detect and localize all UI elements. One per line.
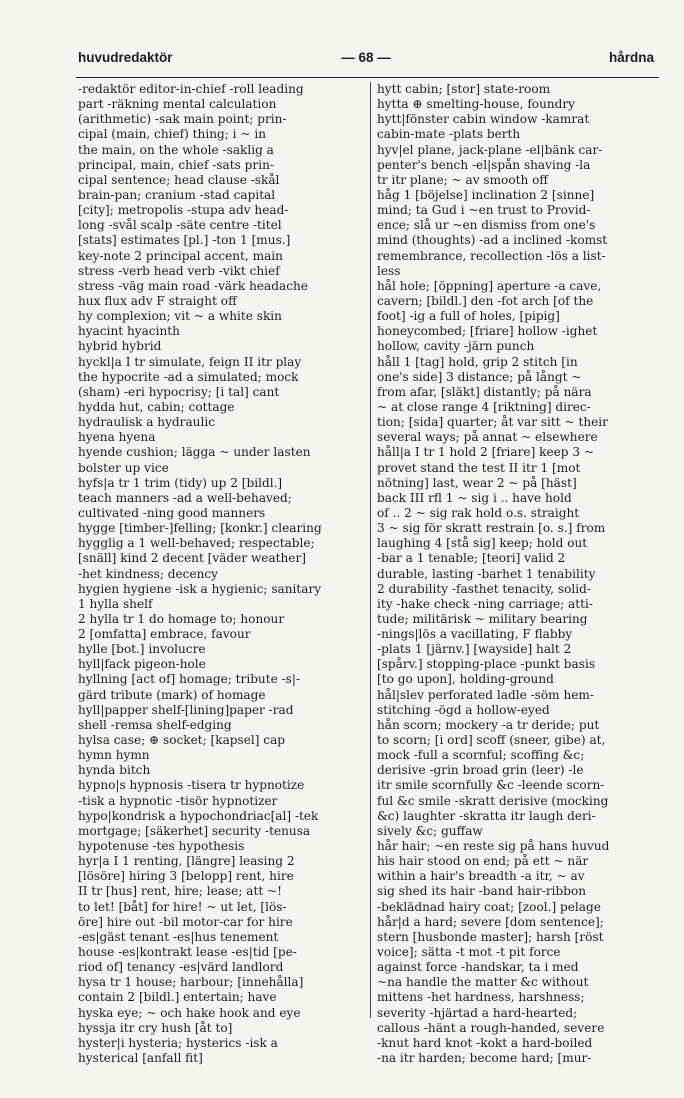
header-guide-word-right: hårdna: [608, 50, 654, 65]
entry-line: hynda bitch: [78, 763, 151, 778]
entry-line: provet stand the test II itr 1 [mot: [377, 460, 581, 475]
entry-line: from afar, [släkt] distantly; på nära: [377, 384, 592, 399]
entry-line: hyena hyena: [78, 430, 156, 445]
entry-line: gärd tribute (mark) of homage: [78, 687, 266, 702]
entry-line: long -svål scalp -säte centre -titel: [78, 218, 282, 233]
entry-line: tion; [sida] quarter; åt var sitt ~ their: [377, 415, 608, 430]
entry-line: 1 hylla shelf: [78, 596, 153, 611]
entry-line: bolster up vice: [78, 460, 169, 475]
entry-line: hybrid hybrid: [78, 339, 162, 354]
entry-line: cavern; [bildl.] den -fot arch [of the: [377, 293, 594, 308]
entry-line: hygien hygiene -isk a hygienic; sanitary: [78, 581, 322, 596]
header-guide-word-left: huvudredaktör: [78, 50, 173, 65]
entry-line: ful &c smile -skratt derisive (mocking: [377, 793, 609, 808]
entry-line: (sham) -eri hypocrisy; [i tal] cant: [78, 384, 280, 399]
entry-line: ence; slå ur ~en dismiss from one's: [377, 218, 596, 233]
entry-line: -beklädnad hairy coat; [zool.] pelage: [377, 899, 601, 914]
entry-line: ~ at close range 4 [riktning] direc-: [377, 399, 591, 414]
entry-line: hysa tr 1 house; harbour; [innehålla]: [78, 975, 304, 990]
entry-line: against force -handskar, ta i med: [377, 960, 579, 975]
entry-line: -es|gäst tenant -es|hus tenement: [78, 929, 279, 944]
entry-line: mortgage; [säkerhet] security -tenusa: [78, 823, 311, 838]
entry-line: hux flux adv F straight off: [78, 293, 237, 308]
column-divider: [370, 82, 371, 1018]
entry-line: mittens -het hardness, harshness;: [377, 990, 585, 1005]
entry-line: to scorn; [i ord] scoff (sneer, gibe) at,: [377, 733, 606, 748]
entry-line: itr smile scornfully &c -leende scorn-: [377, 778, 605, 793]
entry-line: &c) laughter -skratta itr laugh deri-: [377, 808, 596, 823]
entry-line: [city]; metropolis -stupa adv head-: [78, 203, 289, 218]
entry-line: part -räkning mental calculation: [78, 97, 277, 112]
entry-line: -knut hard knot -kokt a hard-boiled: [377, 1035, 593, 1050]
entry-line: hyacint hyacinth: [78, 324, 180, 339]
entry-line: hyckl|a I tr simulate, feign II itr play: [78, 354, 302, 369]
entry-line: hygge [timber-]felling; [konkr.] clearing: [78, 521, 322, 536]
entry-line: hylle [bot.] involucre: [78, 642, 206, 657]
page-number: — 68 —: [341, 50, 391, 65]
header-rule: [76, 77, 659, 78]
entry-line: hygglig a 1 well-behaved; respectable;: [78, 536, 315, 551]
entry-line: voice]; sätta -t mot -t pit force: [377, 945, 561, 960]
entry-line: håll 1 [tag] hold, grip 2 stitch [in: [377, 354, 578, 369]
entry-line: stitching -ögd a hollow-eyed: [377, 702, 550, 717]
entry-line: [spårv.] stopping-place -punkt basis: [377, 657, 596, 672]
entry-line: hytt cabin; [stor] state-room: [377, 82, 551, 96]
entry-line: penter's bench -el|spån shaving -la: [377, 157, 591, 172]
entry-line: ~na handle the matter &c without: [377, 975, 589, 990]
entry-line: the hypocrite -ad a simulated; mock: [78, 369, 299, 384]
entry-line: key-note 2 principal accent, main: [78, 248, 283, 263]
entry-line: hål|slev perforated ladle -söm hem-: [377, 687, 594, 702]
entry-line: -tisk a hypnotic -tisör hypnotizer: [78, 793, 278, 808]
entry-line: -redaktör editor-in-chief -roll leading: [78, 82, 304, 96]
entry-line: [stats] estimates [pl.] -ton 1 [mus.]: [78, 233, 291, 248]
entry-line: 2 [omfatta] embrace, favour: [78, 627, 251, 642]
entry-line: [lösöre] hiring 3 [belopp] rent, hire: [78, 869, 294, 884]
page-header: [78, 50, 654, 70]
entry-line: hymn hymn: [78, 748, 150, 763]
entry-line: stress -väg main road -värk headache: [78, 278, 308, 293]
entry-line: håll|a I tr 1 hold 2 [friare] keep 3 ~: [377, 445, 595, 460]
entry-line: [to go upon], holding-ground: [377, 672, 554, 687]
entry-line: severity -hjärtad a hard-hearted;: [377, 1005, 578, 1020]
entry-line: 2 hylla tr 1 do homage to; honour: [78, 611, 285, 626]
entry-line: shell -remsa shelf-edging: [78, 717, 232, 732]
entry-line: hypotenuse -tes hypothesis: [78, 839, 245, 854]
entry-line: within a hair's breadth -a itr, ~ av: [377, 869, 585, 884]
entry-line: his hair stood on end; på ett ~ när: [377, 854, 589, 869]
entry-line: honeycombed; [friare] hollow -ighet: [377, 324, 598, 339]
entry-line: tr itr plane; ~ av smooth off: [377, 172, 548, 187]
entry-line: hån scorn; mockery -a tr deride; put: [377, 717, 600, 732]
entry-line: hål hole; [öppning] aperture -a cave,: [377, 278, 602, 293]
entry-line: ity -hake check -ning carriage; atti-: [377, 596, 593, 611]
entry-line: teach manners -ad a well-behaved;: [78, 490, 292, 505]
entry-line: hollow, cavity -järn punch: [377, 339, 535, 354]
entry-line: hyllning [act of] homage; tribute -s|-: [78, 672, 301, 687]
entry-line: brain-pan; cranium -stad capital: [78, 187, 276, 202]
entry-line: -nings|lös a vacillating, F flabby: [377, 627, 573, 642]
entry-line: stern [husbonde master]; harsh [röst: [377, 929, 604, 944]
entry-line: principal, main, chief -sats prin-: [78, 157, 274, 172]
entry-line: the main, on the whole -saklig a: [78, 142, 274, 157]
entry-line: -het kindness; decency: [78, 566, 218, 581]
entry-line: hår hair; ~en reste sig på hans huvud: [377, 839, 610, 854]
entry-line: foot] -ig a full of holes, [pipig]: [377, 309, 560, 324]
entry-line: hyssja itr cry hush [åt to]: [78, 1020, 233, 1035]
entry-line: callous -hänt a rough-handed, severe: [377, 1020, 605, 1035]
entry-line: hyska eye; ~ och hake hook and eye: [78, 1005, 301, 1020]
entry-line: hyr|a I 1 renting, [längre] leasing 2: [78, 854, 295, 869]
entry-line: back III rfl 1 ~ sig i .. have hold: [377, 490, 572, 505]
entry-line: II tr [hus] rent, hire; lease; att ~!: [78, 884, 283, 899]
right-column: [377, 82, 660, 1066]
entry-line: hypo|kondrisk a hypochondriac[al] -tek: [78, 808, 319, 823]
entry-line: [snäll] kind 2 decent [väder weather]: [78, 551, 306, 566]
entry-line: several ways; på annat ~ elsewhere: [377, 430, 598, 445]
entry-line: 2 durability -fasthet tenacity, solid-: [377, 581, 591, 596]
entry-line: tude; militärisk ~ military bearing: [377, 611, 588, 626]
entry-line: less: [377, 263, 401, 278]
entry-line: -plats 1 [järnv.] [wayside] halt 2: [377, 642, 572, 657]
entry-line: stress -verb head verb -vikt chief: [78, 263, 280, 278]
entry-line: -bar a 1 tenable; [teori] valid 2: [377, 551, 566, 566]
entry-line: mind (thoughts) -ad a inclined -komst: [377, 233, 608, 248]
entry-line: durable, lasting -barhet 1 tenability: [377, 566, 596, 581]
entry-line: hytt|fönster cabin window -kamrat: [377, 112, 590, 127]
entry-line: sively &c; guffaw: [377, 823, 483, 838]
entry-line: hytta ⊕ smelting-house, foundry: [377, 97, 576, 112]
entry-line: hylsa case; ⊕ socket; [kapsel] cap: [78, 733, 286, 748]
entry-line: to let! [båt] for hire! ~ ut let, [lös-: [78, 899, 287, 914]
entry-line: house -es|kontrakt lease -es|tid [pe-: [78, 945, 297, 960]
entry-line: hy complexion; vit ~ a white skin: [78, 309, 282, 324]
entry-line: öre] hire out -bil motor-car for hire: [78, 914, 293, 929]
entry-line: hydraulisk a hydraulic: [78, 415, 215, 430]
entry-line: 3 ~ sig för skratt restrain [o. s.] from: [377, 521, 606, 536]
entry-line: riod of] tenancy -es|värd landlord: [78, 960, 284, 975]
entry-line: hysterical [anfall fit]: [78, 1051, 203, 1065]
entry-line: of .. 2 ~ sig rak hold o.s. straight: [377, 505, 580, 520]
entry-line: cultivated -ning good manners: [78, 505, 266, 520]
entry-line: hyende cushion; lägga ~ under lasten: [78, 445, 311, 460]
entry-line: nötning] last, wear 2 ~ på [häst]: [377, 475, 577, 490]
entry-line: hyll|fack pigeon-hole: [78, 657, 206, 672]
entry-line: sig shed its hair -band hair-ribbon: [377, 884, 587, 899]
entry-line: mind; ta Gud i ~en trust to Provid-: [377, 203, 591, 218]
entry-line: hydda hut, cabin; cottage: [78, 399, 235, 414]
entry-line: håg 1 [böjelse] inclination 2 [sinne]: [377, 187, 595, 202]
entry-line: hår|d a hard; severe [dom sentence];: [377, 914, 604, 929]
entry-line: hyv|el plane, jack-plane -el|bänk car-: [377, 142, 603, 157]
entry-line: hyster|i hysteria; hysterics -isk a: [78, 1035, 278, 1050]
entry-line: hyll|papper shelf-[lining]paper -rad: [78, 702, 294, 717]
entry-line: derisive -grin broad grin (leer) -le: [377, 763, 584, 778]
left-column: [78, 82, 362, 1066]
entry-line: one's side] 3 distance; på långt ~: [377, 369, 582, 384]
entry-line: cipal sentence; head clause -skål: [78, 172, 280, 187]
entry-line: remembrance, recollection -lös a list-: [377, 248, 606, 263]
entry-line: cipal (main, chief) thing; i ~ in: [78, 127, 266, 142]
entry-line: hypno|s hypnosis -tisera tr hypnotize: [78, 778, 305, 793]
entry-line: mock -full a scornful; scoffing &c;: [377, 748, 585, 763]
entry-line: laughing 4 [stå sig] keep; hold out: [377, 536, 588, 551]
entry-line: hyfs|a tr 1 trim (tidy) up 2 [bildl.]: [78, 475, 283, 490]
entry-line: contain 2 [bildl.] entertain; have: [78, 990, 277, 1005]
entry-line: cabin-mate -plats berth: [377, 127, 521, 142]
entry-line: -na itr harden; become hard; [mur-: [377, 1051, 592, 1065]
entry-line: (arithmetic) -sak main point; prin-: [78, 112, 287, 127]
